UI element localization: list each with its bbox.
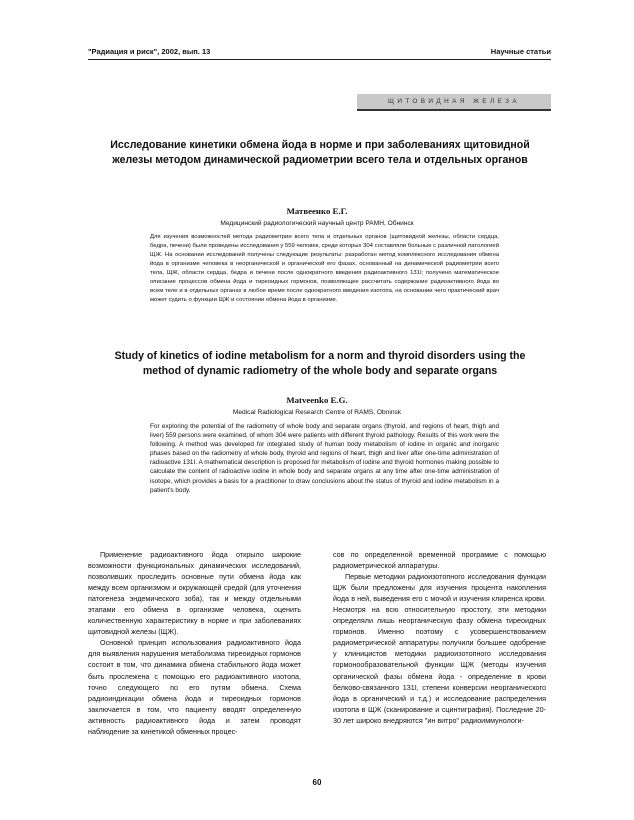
ru-title: Исследование кинетики обмена йода в норме и при заболеваниях щитовидной железы методом динамической радиометрии всего тела и отдельных органов [110,139,530,166]
section-name: Научные статьи [490,47,551,56]
section-label: ЩИТОВИДНАЯ ЖЕЛЕЗА [357,94,551,111]
en-title: Study of kinetics of iodine metabolism for a norm and thyroid disorders using the method of dynamic radiometry of the whole body and separate organs [114,350,526,377]
body-paragraph: Основной принцип использования радиоактивного йода для выявления нарушения метаболизма тиреоидных гормонов состоит в том, что динамика обмена стабильного йода может быть прослежена с помощью его радиоактивного изотопа, точно следующего по его путям обмена. Схема радиоиндикации обмена йода и тиреоидных гормонов заключается в том, что пациенту вводят определенную активность радиоактивного йода и затем проводят наблюдение за кинетикой обменных процес- [88,638,301,736]
running-header [88,45,551,60]
en-affiliation: Medical Radiological Research Centre of RAMS, Obninsk [232,409,402,416]
ru-abstract: Для изучения возможностей метода радиометрии всего тела и отдельных органов (щитовидной железы, области сердца, бедра, печени) были проведены исследования у 559 человек, среди которых 304 составляли больные с различной патологией ЩЖ. На основании исследований получены следующие результаты: разработан метод комплексного исследования обмена йода в организме человека в неорганической и органической его фазах, основанный на динамической радиометрии всего тела, ЩЖ, области сердца, бедра и печени после однократного введения радиоактивного 131I; получено математическое описание процессов обмена йода и тиреоидных гормонов, позволяющее рассчитать содержание радиоактивного йода во всем теле и в отдельных органах в любое время после однократного введения изотопа, на основании чего практический врач может судить о функции ЩЖ и состоянии обмена йода в организме. [150,234,499,303]
body-paragraph: Применение радиоактивного йода открыло широкие возможности функциональных динамических исследований, позволивших проследить основные пути обмена йода как между всем организмом и окружающей средой (для уточнения патогенеза эндемического зоба), так и между отдельными этапами его обмена в организме человека, оценить количественную характеристику в норме и при заболеваниях щитовидной железы (ЩЖ). [88,550,301,637]
body-paragraph: сов по определенной временной программе с помощью радиометрической аппаратуры. [333,550,546,571]
page-number: 60 [312,778,322,787]
ru-affiliation: Медицинский радиологический научный центр РАМН, Обнинск [220,220,414,227]
journal-name: "Радиация и риск", 2002, вып. 13 [88,47,211,56]
ru-author: Матвеенко Е.Г. [286,206,348,216]
body-column-right [333,549,546,726]
en-author: Matveenko E.G. [286,395,348,405]
body-column-left [88,549,301,737]
body-paragraph: Первые методики радиоизотопного исследования функции ЩЖ были предложены для изучения процента накопления йода в ней, выведения его с мочой и изучения клиренса крови. Несмотря на всю относительную простоту, эти методики определяли лишь неорганическую фазу обмена тиреоидных гормонов. Именно поэтому с усовершенствованием радиометрической аппаратуры получили большее одобрение у клиницистов методики радиоизотопного исследования гормонообразовательной функции ЩЖ (методы изучения органической фазы обмена йода - определение в крови белково-связанного 131I, степени конверсии неорганического йода в органический и т.д.) и исследование распределения изотопа в ЩЖ (сканирование и сцинтиграфия). Последние 20-30 лет широко внедряются "ин витро" радиоиммунологи- [333,572,546,725]
en-abstract: For exploring the potential of the radiometry of whole body and separate organs (thyroid, and regions of heart, thigh and liver) 559 persons were examined, of whom 304 were patients with different thyroid pathology. Results of this work were the following. A method was developed for integrated study of human body metabolism of iodine in organic and inorganic phases based on the radiometry of whole body, thyroid and regions of heart, thigh and liver after one-time administration of radioactive 131I. A mathematical description is proposed for metabolism of iodine and thyroid hormones making possible to calculate the content of radioactive iodine in whole body and separate organs at any time after one-time administration of isotope, which provides a basis for a practitioner to draw conclusions about the status of thyroid and iodine metabolism in a patient's body. [150,423,499,494]
